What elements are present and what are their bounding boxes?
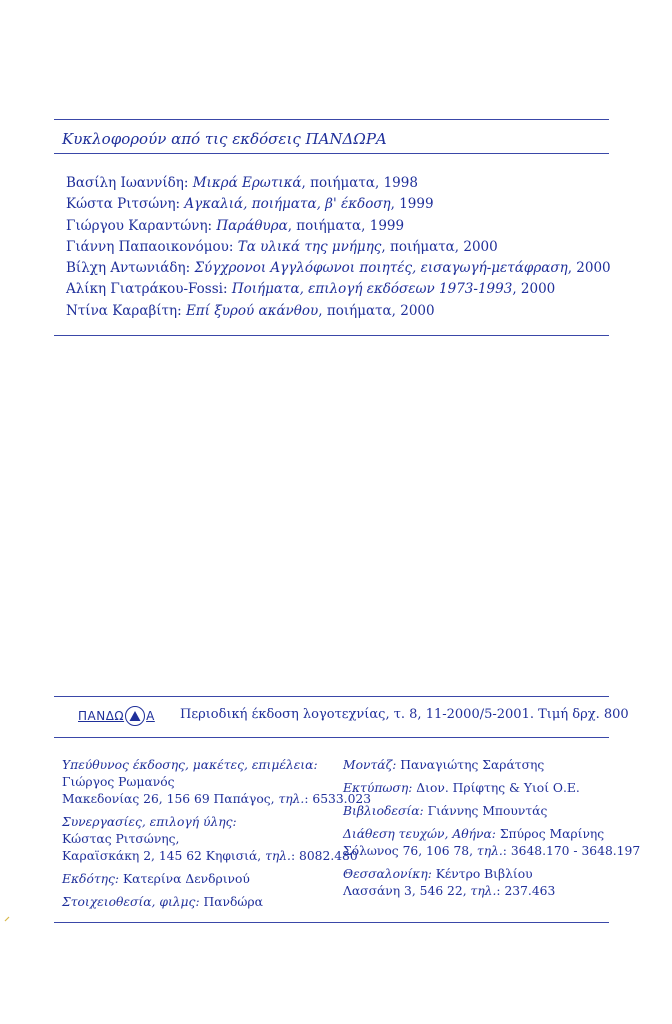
collaboration-name: Κώστας Ριτσώνης, [62, 832, 180, 846]
book-author: Βασίλη Ιωαννίδη: [66, 175, 193, 191]
book-details: , 2000 [512, 281, 556, 298]
catalog-heading: Κυκλοφορούν από τις εκδόσεις ΠΑΝΔΩΡΑ [62, 130, 387, 148]
credits-right [343, 757, 640, 906]
book-details: , ποιήματα, 2000 [381, 238, 498, 255]
book-details: , ποιήματα, 2000 [318, 302, 435, 319]
catalog-bottom-rule [54, 335, 609, 336]
list-item [66, 301, 611, 322]
binding-line: Βιβλιοδεσία: Γιάννης Μπουντάς [343, 804, 548, 818]
distribution-line: Διάθεση τευχών, Αθήνα: Σπύρος Μαρίνης [343, 827, 605, 841]
book-title: Επί ξυρού ακάνθου [185, 302, 319, 319]
responsible-name: Γιώργος Ρωμανός [62, 775, 175, 789]
book-title: Σύγχρονοι Αγγλόφωνοι ποιητές, εισαγωγή-μετάφραση [194, 260, 568, 277]
list-item [66, 216, 611, 237]
publisher-line: Εκδότης: Κατερίνα Δενδρινού [62, 872, 250, 886]
printing-line: Εκτύπωση: Διον. Πρίφτης & Υιοί Ο.Ε. [343, 781, 580, 795]
footer-rule [54, 922, 609, 923]
book-author: Ντίνα Καραβίτη: [66, 302, 186, 319]
list-item [66, 173, 611, 194]
scan-mark-icon [4, 916, 10, 922]
list-item [66, 194, 611, 215]
heading-rule [54, 153, 609, 154]
distribution-address: Σόλωνος 76, 106 78, τηλ.: 3648.170 - 3648.197 [343, 844, 641, 858]
top-rule [54, 119, 609, 120]
thessaloniki-line: Θεσσαλονίκη: Κέντρο Βιβλίου [343, 867, 533, 881]
book-details: , ποιήματα, 1998 [301, 175, 418, 191]
book-author: Κώστα Ριτσώνη: [66, 196, 185, 213]
book-author: Γιάννη Παπαοικονόμου: [66, 238, 238, 255]
masthead-top-rule [54, 696, 609, 697]
book-title: Παράθυρα [216, 217, 288, 234]
book-author: Βίλχη Αντωνιάδη: [66, 260, 195, 277]
book-author: Γιώργου Καραντώνη: [66, 217, 217, 234]
triangle-logo-icon [125, 706, 145, 726]
credits-left [62, 757, 371, 917]
book-details: , 2000 [567, 260, 611, 277]
book-title: Τα υλικά της μνήμης [237, 238, 382, 255]
book-details: , 1999 [390, 196, 434, 213]
list-item [66, 279, 611, 300]
responsible-label: Υπεύθυνος έκδοσης, μακέτες, επιμέλεια: [62, 758, 318, 772]
list-item [66, 258, 611, 279]
periodical-info: Περιοδική έκδοση λογοτεχνίας, τ. 8, 11-2000/5-2001. Τιμή δρχ. 800 [180, 707, 629, 722]
list-item [66, 237, 611, 258]
pandora-logo [78, 706, 155, 726]
thessaloniki-address: Λασσάνη 3, 546 22, τηλ.: 237.463 [343, 884, 556, 898]
logo-text-left: ΠΑΝΔΩ [78, 709, 125, 723]
responsible-address: Μακεδονίας 26, 156 69 Παπάγος, τηλ.: 6533.023 [62, 792, 372, 806]
typesetting-line: Στοιχειοθεσία, φιλμς: Πανδώρα [62, 895, 263, 909]
book-title: Αγκαλιά, ποιήματα, β' έκδοση [184, 196, 391, 213]
book-author: Αλίκη Γιατράκου-Fossi: [66, 281, 232, 298]
book-title: Ποιήματα, επιλογή εκδόσεων 1973-1993 [231, 281, 513, 298]
book-title: Μικρά Ερωτικά [192, 175, 302, 191]
montage-line: Μοντάζ: Παναγιώτης Σαράτσης [343, 758, 545, 772]
masthead-bottom-rule [54, 737, 609, 738]
collaboration-label: Συνεργασίες, επιλογή ύλης: [62, 815, 237, 829]
book-list [66, 173, 611, 322]
logo-text-right: Α [146, 709, 155, 723]
collaboration-address: Καραϊσκάκη 2, 145 62 Κηφισιά, τηλ.: 8082.480 [62, 849, 358, 863]
book-details: , ποιήματα, 1999 [287, 217, 405, 234]
